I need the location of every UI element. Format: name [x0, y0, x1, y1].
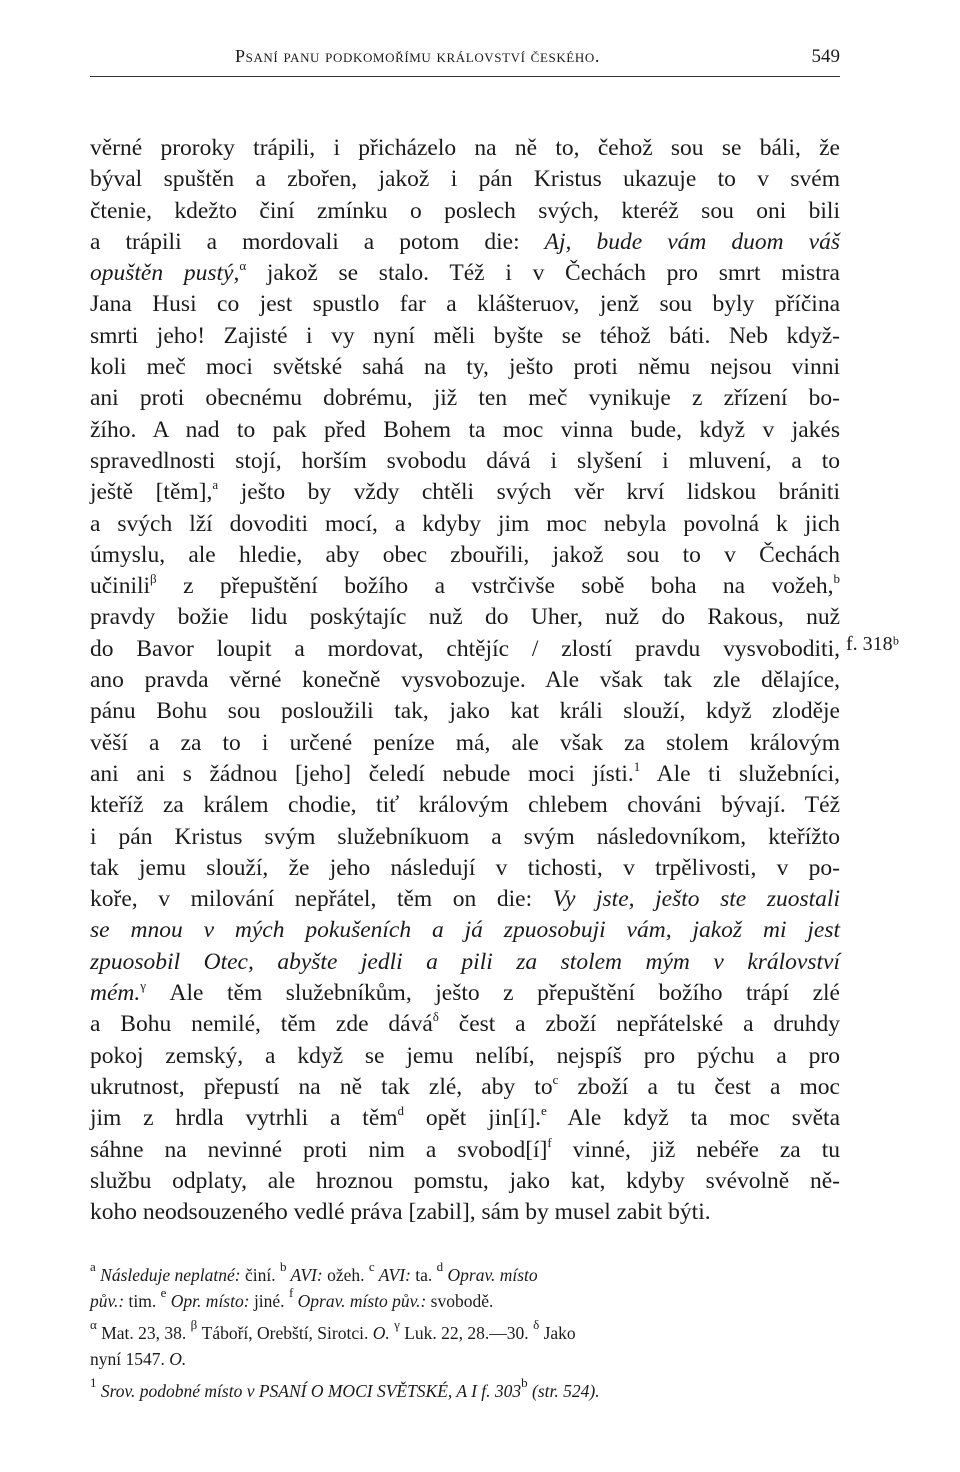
text-line — [90, 321, 840, 352]
text-segment: tak jemu slouží, že jeho následují v tichosti, v trpělivosti, v po- — [90, 854, 840, 881]
text-line — [90, 1166, 840, 1197]
text-segment: spravedlnosti stojí, horším svobodu dává i slyšení i mluvení, a to — [90, 447, 840, 474]
text-line — [90, 1103, 840, 1134]
italic-text: Následuje neplatné: — [95, 1265, 241, 1285]
text-line — [90, 571, 840, 602]
italic-text: Srov. podobné místo v PSANÍ O MOCI SVĚTSKÉ, A I f. 303 — [96, 1381, 522, 1401]
text-segment: a Bohu nemilé, těm zde dává — [90, 1011, 433, 1038]
text-line — [90, 1072, 840, 1103]
text-segment: službu odplaty, ale hroznou pomstu, jako kat, kdyby svévolně ně- — [90, 1167, 840, 1194]
text-segment: ješto by vždy chtěli svých věr krví lidskou brániti — [218, 479, 840, 506]
text-segment: koho neodsouzeného vedlé práva [zabil], sám by musel zabit býti. — [90, 1199, 711, 1226]
text-segment: pravdy božie lidu poskýtajíc nuž do Uher, nuž do Rakous, nuž — [90, 604, 840, 631]
text-line — [90, 602, 840, 633]
text-segment: čest a zboží nepřátelské a druhdy — [438, 1011, 840, 1038]
footnote-marker: γ — [394, 1317, 400, 1332]
italic-text: mém. — [90, 980, 141, 1007]
text-line — [90, 446, 840, 477]
italic-text: AVI: — [286, 1265, 323, 1285]
text-segment: smrti jeho! Zajisté i vy nyní měli byšte se téhož báti. Neb když- — [90, 322, 840, 349]
text-segment: jakož se stalo. Též i v Čechách pro smrt mistra — [246, 260, 840, 287]
page-header — [90, 44, 840, 80]
italic-text: zpuosobil Otec, abyšte jedli a pili za stolem mým v království — [90, 948, 840, 975]
text-line — [90, 884, 840, 915]
italic-text: se mnou v mých pokušeních a já zpuosobuji vám, jakož mi jest — [90, 917, 840, 944]
text-segment: ukrutnost, přepustí na ně tak zlé, aby to — [90, 1073, 553, 1100]
text-segment: pokoj zemský, a když se jemu nelíbí, nejspíš pro pýchu a pro — [90, 1042, 840, 1069]
text-segment: koli meč moci světské sahá na ty, ješto proti němu nejsou vinni — [90, 354, 840, 381]
text-segment: a svých lží dovoditi mocí, a kdyby jim moc nebyla povolná k jich — [90, 510, 840, 537]
italic-text: pův.: — [90, 1291, 125, 1311]
footnote-marker: δ — [432, 1009, 439, 1025]
italic-text: (str. 524). — [527, 1381, 600, 1401]
text-segment: Táboří, Orebští, Sirotci. — [197, 1323, 373, 1343]
text-segment: ani proti obecnému dobrému, již ten meč vynikuje z zřízení bo- — [90, 385, 840, 412]
text-line — [90, 477, 840, 508]
text-segment: žího. A nad to pak před Bohem ta moc vinna bude, když v jakés — [90, 416, 840, 443]
footnote-line — [90, 1317, 840, 1346]
text-line — [90, 415, 840, 446]
text-line — [90, 196, 840, 227]
text-segment: zboží a tu čest a moc — [558, 1073, 840, 1100]
text-line — [90, 978, 840, 1009]
text-segment: svobodě. — [426, 1291, 494, 1311]
text-segment: Ale těm služebníkům, ješto z přepuštění božího trápí zlé — [146, 980, 840, 1007]
text-segment: koře, v milování nepřátel, těm on die: — [90, 886, 553, 913]
footnote-marker: δ — [533, 1317, 540, 1332]
text-line — [90, 1041, 840, 1072]
italic-text: Vy jste, ješto ste zuostali — [552, 886, 840, 913]
text-segment: jiné. — [249, 1291, 289, 1311]
footnote-line — [90, 1346, 840, 1372]
text-segment: ano pravda věrné konečně vysvobozuje. Ale však tak zle dělajíce, — [90, 667, 840, 694]
text-segment: a trápili a mordovali a potom die: — [90, 228, 545, 255]
text-line — [90, 509, 840, 540]
running-title: Psaní panu podkomořímu království českého. — [235, 46, 600, 66]
footnote-line — [90, 1259, 840, 1288]
text-line — [90, 853, 840, 884]
text-segment: býval spuštěn a zbořen, jakož i pán Kristus ukazuje to v svém — [90, 166, 840, 193]
text-line — [90, 1009, 840, 1040]
footnote-marker: c — [368, 1259, 375, 1274]
text-segment: do Bavor loupit a mordovat, chtějíc / zlostí pravdu vysvoboditi, — [90, 635, 840, 662]
text-segment: i pán Kristus svým služebníkuom a svým následovníkom, kteřížto — [90, 823, 840, 850]
italic-text: O. — [169, 1349, 187, 1369]
text-line — [90, 383, 840, 414]
text-segment: ještě [těm], — [90, 479, 213, 506]
text-segment: z přepuštění božího a vstrčivše sobě boha na vožeh, — [156, 573, 834, 600]
text-line — [90, 822, 840, 853]
text-segment: ani ani s žádnou [jeho] čeledí nebude moci jísti. — [90, 760, 634, 787]
text-segment: věrné proroky trápili, i přicházelo na ně to, čehož sou se báli, že — [90, 135, 840, 161]
text-segment: ožeh. — [322, 1265, 369, 1285]
text-segment: Jana Husi co jest spustlo far a klášteruov, jenž sou byly příčina — [90, 291, 840, 318]
footnote-marker: 1 — [90, 1375, 97, 1390]
italic-text: AVI: — [374, 1265, 411, 1285]
footnotes — [90, 1259, 840, 1404]
footnote-marker: b — [279, 1259, 287, 1274]
footnote-marker: d — [436, 1259, 444, 1274]
text-line — [90, 1197, 840, 1228]
text-segment: jim z hrdla vytrhli a těm — [90, 1105, 398, 1132]
text-line — [90, 915, 840, 946]
footnote-marker: β — [150, 571, 157, 587]
text-segment: ta. — [410, 1265, 437, 1285]
text-line — [90, 759, 840, 790]
italic-text: Oprav. místo pův.: — [293, 1291, 427, 1311]
text-line — [90, 728, 840, 759]
italic-text: O. — [372, 1323, 390, 1343]
italic-text: Aj, bude vám duom váš — [544, 228, 840, 255]
footnote-marker: b — [833, 571, 840, 587]
footnote-marker: e — [160, 1285, 167, 1300]
footnote-marker: 1 — [633, 758, 641, 774]
text-line — [90, 947, 840, 978]
footnote-marker: e — [541, 1103, 547, 1119]
text-segment: Luk. 22, 28.—30. — [399, 1323, 534, 1343]
italic-text: opuštěn pustý, — [90, 260, 240, 287]
text-line — [90, 227, 840, 258]
footnote-marker: f — [547, 1134, 552, 1150]
text-line — [90, 790, 840, 821]
text-segment: Ale ti služebníci, — [640, 760, 841, 787]
text-segment: učinili — [90, 573, 151, 600]
text-segment: věší a za to i určené peníze má, ale však za stolem královým — [90, 729, 840, 756]
footnote-marker: γ — [140, 978, 146, 994]
footnote-marker: f — [288, 1285, 294, 1300]
text-line — [90, 1135, 840, 1166]
text-line — [90, 696, 840, 727]
text-segment: opět jin[í]. — [404, 1105, 542, 1132]
text-segment: činí. — [240, 1265, 280, 1285]
header-rule — [90, 76, 840, 77]
text-segment: úmyslu, ale hledie, aby obec zbouřili, jakož sou to v Čechách — [90, 541, 840, 568]
footnote-marker: a — [212, 477, 219, 493]
page-number: 549 — [811, 46, 840, 67]
text-line — [90, 665, 840, 696]
footnote-line — [90, 1285, 840, 1314]
text-line — [90, 352, 840, 383]
text-line — [90, 540, 840, 571]
footnote-marker: β — [190, 1317, 198, 1332]
text-segment: vinné, již nebéře za tu — [551, 1136, 840, 1163]
footnote-line — [90, 1375, 840, 1404]
text-segment: Mat. 23, 38. — [96, 1323, 191, 1343]
text-line — [90, 164, 840, 195]
text-segment: Jako — [539, 1323, 576, 1343]
body-text — [90, 133, 840, 1228]
text-line — [90, 133, 840, 164]
footnote-marker: c — [552, 1071, 559, 1087]
text-segment: tim. — [124, 1291, 161, 1311]
text-segment: kteříž za králem chodie, tiť královým chlebem chováni bývají. Též — [90, 792, 840, 819]
text-line — [90, 289, 840, 320]
text-segment: čtenie, kdežto činí zmínku o poslech svých, kteréž sou oni bili — [90, 197, 840, 224]
text-segment: pánu Bohu sou posloužili tak, jako kat králi slouží, když zloděje — [90, 698, 840, 725]
footnote-marker: d — [397, 1103, 405, 1119]
text-segment: nyní 1547. — [90, 1349, 170, 1369]
italic-text: Oprav. místo — [443, 1265, 538, 1285]
text-line — [90, 634, 840, 665]
text-segment: sáhne na nevinné proti nim a svobod[í] — [90, 1136, 548, 1163]
footnote-marker: α — [90, 1317, 97, 1332]
margin-folio-note: f. 318ᵇ — [846, 633, 899, 655]
text-line — [90, 258, 840, 289]
text-segment: Ale když ta moc světa — [546, 1105, 841, 1132]
footnote-marker: b — [521, 1375, 528, 1390]
footnote-marker: a — [90, 1259, 96, 1274]
footnote-marker: α — [239, 258, 247, 274]
italic-text: Opr. místo: — [166, 1291, 250, 1311]
